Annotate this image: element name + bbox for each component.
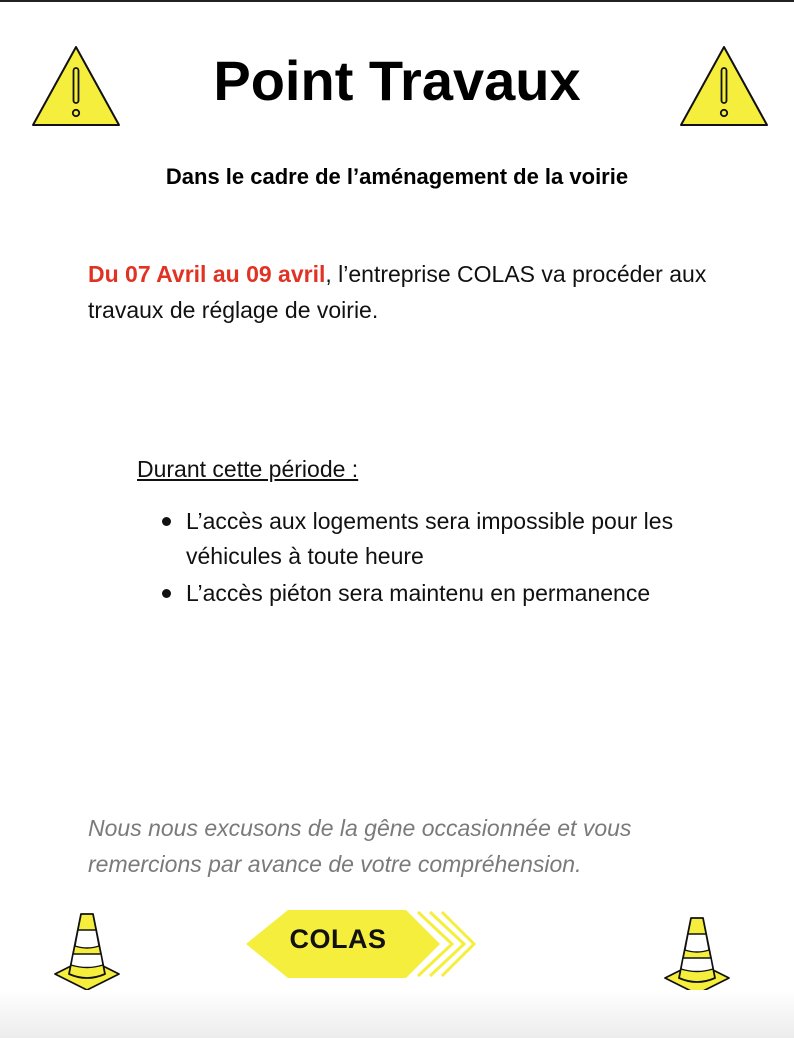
warning-triangle-icon xyxy=(678,44,770,128)
bullet-list xyxy=(160,504,740,613)
traffic-cone-icon xyxy=(660,912,734,1002)
intro-paragraph xyxy=(88,256,728,328)
period-heading: Durant cette période : xyxy=(137,456,359,482)
bullet-icon xyxy=(162,589,171,598)
list-item xyxy=(160,576,740,611)
list-item-text: L’accès aux logements sera impossible pour les véhicules à toute heure xyxy=(186,508,674,569)
list-item-text: L’accès piéton sera maintenu en permanence xyxy=(186,580,651,606)
closing-message: Nous nous excusons de la gêne occasionnée et vous remercions par avance de votre compréhension. xyxy=(88,815,632,877)
bullet-icon xyxy=(162,517,171,526)
page-title: Point Travaux xyxy=(213,49,581,112)
logo-text: COLAS xyxy=(289,924,387,954)
top-border xyxy=(0,0,794,2)
subtitle: Dans le cadre de l’aménagement de la voirie xyxy=(165,164,629,189)
list-item xyxy=(160,504,740,574)
traffic-cone-icon xyxy=(50,908,124,998)
date-range: Du 07 Avril au 09 avril xyxy=(88,261,326,287)
page-bottom-edge xyxy=(0,990,794,1038)
intro-text: , l’entreprise COLAS va procéder aux travaux de réglage de voirie. xyxy=(88,261,707,323)
